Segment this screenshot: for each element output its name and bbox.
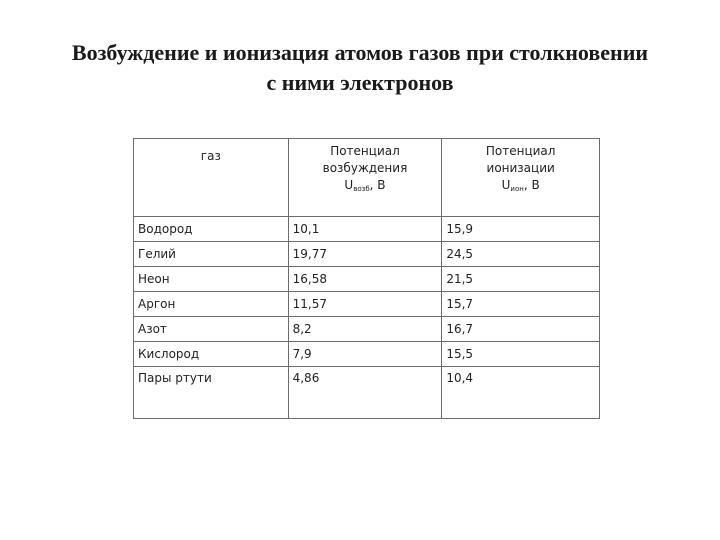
excitation-symbol: U bbox=[344, 178, 354, 192]
table-row bbox=[134, 317, 600, 342]
cell-gas: Водород bbox=[134, 217, 289, 242]
cell-gas: Кислород bbox=[134, 342, 289, 367]
cell-gas: Неон bbox=[134, 267, 289, 292]
table-row bbox=[134, 292, 600, 317]
cell-gas: Азот bbox=[134, 317, 289, 342]
header-excitation bbox=[288, 139, 442, 217]
cell-excitation: 16,58 bbox=[288, 267, 442, 292]
cell-gas: Гелий bbox=[134, 242, 289, 267]
header-excitation-line1: Потенциал bbox=[330, 144, 400, 158]
header-ionization-line2: ионизации bbox=[486, 161, 555, 175]
cell-ionization: 15,9 bbox=[442, 217, 600, 242]
cell-excitation: 11,57 bbox=[288, 292, 442, 317]
cell-ionization: 10,4 bbox=[442, 367, 600, 419]
cell-ionization: 21,5 bbox=[442, 267, 600, 292]
cell-ionization: 15,7 bbox=[442, 292, 600, 317]
table-row bbox=[134, 242, 600, 267]
ionization-symbol: U bbox=[501, 178, 511, 192]
cell-gas: Пары ртути bbox=[134, 367, 289, 419]
header-ionization bbox=[442, 139, 600, 217]
cell-excitation: 19,77 bbox=[288, 242, 442, 267]
title-line-1: Возбуждение и ионизация атомов газов при столкновении bbox=[71, 40, 649, 65]
table-header-row bbox=[134, 139, 600, 217]
header-excitation-line2: возбуждения bbox=[322, 161, 408, 175]
cell-ionization: 24,5 bbox=[442, 242, 600, 267]
header-ionization-line3 bbox=[446, 177, 595, 198]
cell-ionization: 16,7 bbox=[442, 317, 600, 342]
page-title bbox=[0, 38, 720, 98]
header-gas: газ bbox=[134, 139, 289, 217]
excitation-unit: , В bbox=[369, 178, 386, 192]
ionization-unit: , В bbox=[523, 178, 540, 192]
cell-excitation: 7,9 bbox=[288, 342, 442, 367]
cell-excitation: 4,86 bbox=[288, 367, 442, 419]
title-line-2: с ними электронов bbox=[266, 70, 454, 95]
table-row bbox=[134, 267, 600, 292]
header-ionization-line1: Потенциал bbox=[485, 144, 556, 158]
header-excitation-line3 bbox=[293, 177, 438, 198]
cell-ionization: 15,5 bbox=[442, 342, 600, 367]
table-row bbox=[134, 342, 600, 367]
cell-excitation: 10,1 bbox=[288, 217, 442, 242]
gas-potentials-table bbox=[133, 138, 600, 419]
cell-excitation: 8,2 bbox=[288, 317, 442, 342]
table-row bbox=[134, 367, 600, 419]
excitation-subscript: возб bbox=[353, 185, 370, 193]
cell-gas: Аргон bbox=[134, 292, 289, 317]
ionization-subscript: ион bbox=[510, 185, 524, 193]
table-row bbox=[134, 217, 600, 242]
